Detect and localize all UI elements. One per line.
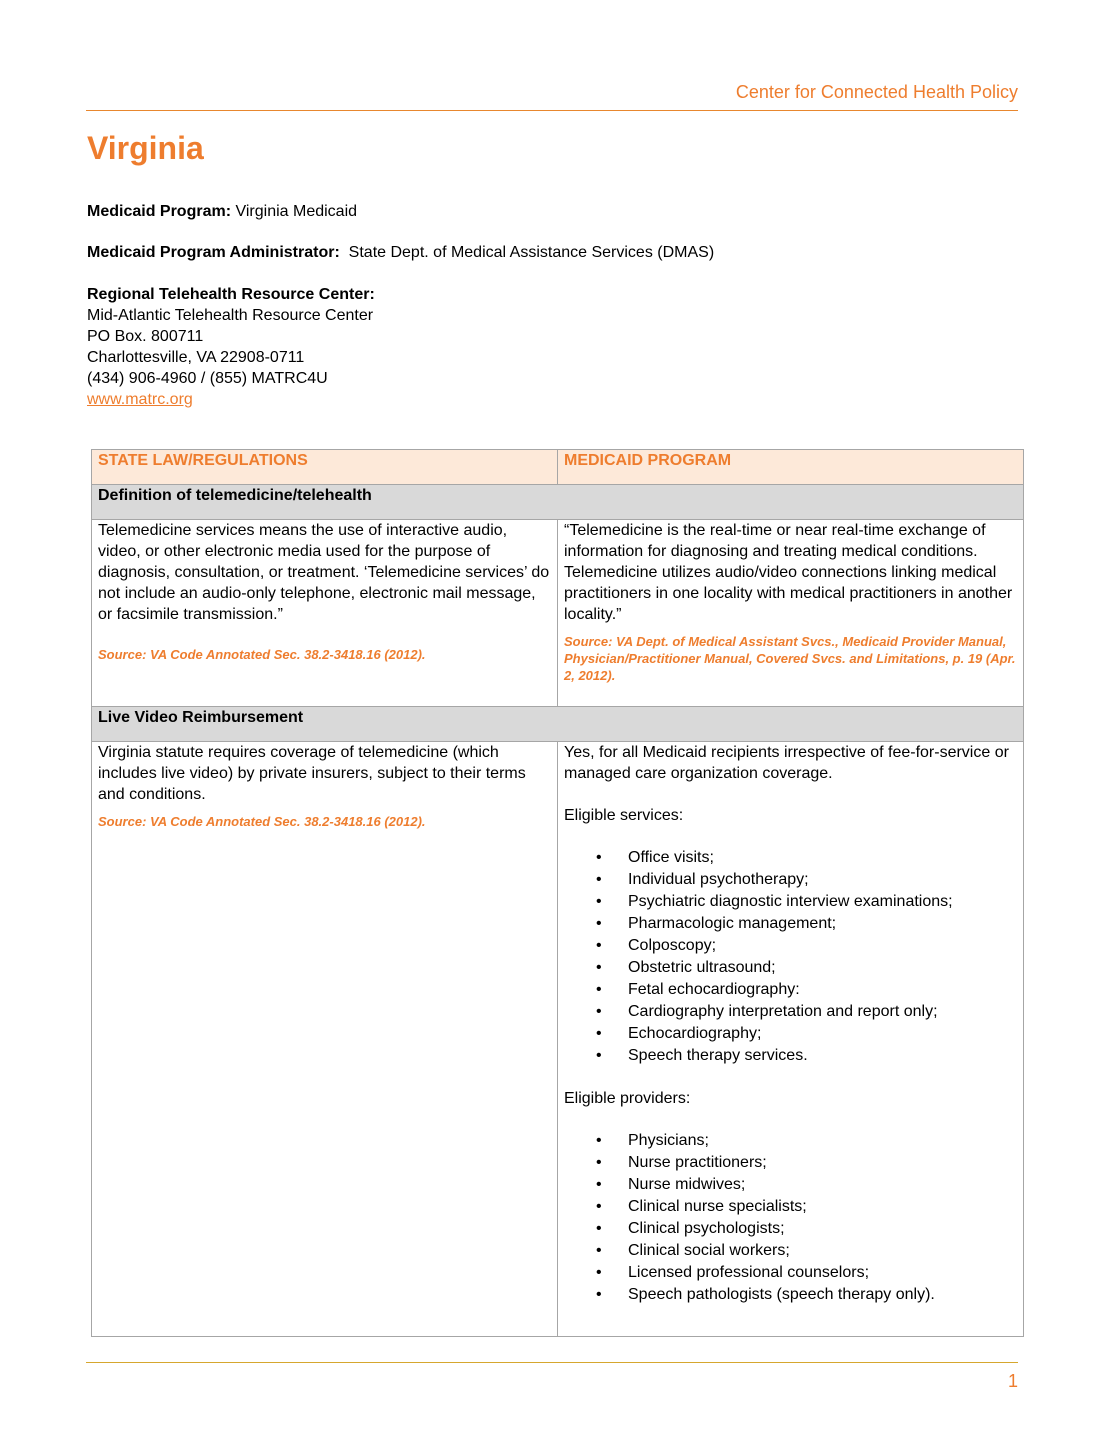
rtrc-website-link[interactable]: www.matrc.org bbox=[87, 391, 193, 408]
list-item: • Psychiatric diagnostic interview examinations; bbox=[564, 891, 1017, 913]
list-item: • Physicians; bbox=[564, 1130, 1017, 1152]
page-title: Virginia bbox=[87, 130, 204, 166]
medicaid-text: Yes, for all Medicaid recipients irrespective of fee-for-service or managed care organization coverage. bbox=[564, 744, 1009, 782]
column-header-state-law: STATE LAW/REGULATIONS bbox=[92, 450, 558, 485]
medicaid-text: “Telemedicine is the real-time or near real-time exchange of information for diagnosing and treating medical conditions. Telemedicine utilizes audio/video connections linking medical practitioners in one locality with medical practitioners in another locality.” bbox=[564, 522, 1013, 623]
list-item: • Nurse midwives; bbox=[564, 1174, 1017, 1196]
state-law-text: Virginia statute requires coverage of telemedicine (which includes live video) by private insurers, subject to their terms and conditions. bbox=[98, 744, 526, 803]
list-item: • Clinical social workers; bbox=[564, 1240, 1017, 1262]
table-row bbox=[92, 742, 1024, 1337]
section-header-live-video bbox=[92, 707, 1024, 742]
policy-table bbox=[91, 449, 1024, 1337]
eligible-services-label: Eligible services: bbox=[564, 807, 684, 824]
list-item: • Clinical nurse specialists; bbox=[564, 1196, 1017, 1218]
header-organization: Center for Connected Health Policy bbox=[735, 82, 1018, 102]
table-header-row bbox=[92, 450, 1024, 485]
source-citation: Source: VA Dept. of Medical Assistant Svcs., Medicaid Provider Manual, Physician/Practitioner Manual, Covered Svcs. and Limitations, p. 19 (Apr. 2, 2012). bbox=[564, 634, 1016, 683]
list-item: • Cardiography interpretation and report only; bbox=[564, 1001, 1017, 1023]
medicaid-admin-info bbox=[87, 242, 714, 263]
page-number: 1 bbox=[1007, 1371, 1018, 1391]
section-title: Live Video Reimbursement bbox=[92, 707, 1024, 742]
list-item: • Nurse practitioners; bbox=[564, 1152, 1017, 1174]
rtrc-label: Regional Telehealth Resource Center: bbox=[87, 286, 375, 303]
medicaid-cell bbox=[558, 742, 1024, 1337]
eligible-providers-label: Eligible providers: bbox=[564, 1090, 691, 1107]
source-citation: Source: VA Code Annotated Sec. 38.2-3418.16 (2012). bbox=[98, 814, 426, 829]
source-citation: Source: VA Code Annotated Sec. 38.2-3418.16 (2012). bbox=[98, 647, 426, 662]
list-item: • Individual psychotherapy; bbox=[564, 869, 1017, 891]
page-footer bbox=[86, 1362, 1018, 1391]
rtrc-line: (434) 906-4960 / (855) MATRC4U bbox=[87, 370, 328, 387]
state-law-cell bbox=[92, 520, 558, 707]
list-item: • Speech therapy services. bbox=[564, 1045, 1017, 1067]
medicaid-program-label: Medicaid Program: bbox=[87, 203, 232, 220]
list-item: • Fetal echocardiography: bbox=[564, 979, 1017, 1001]
list-item: • Office visits; bbox=[564, 847, 1017, 869]
medicaid-program-value: Virginia Medicaid bbox=[235, 203, 358, 220]
list-item: • Colposcopy; bbox=[564, 935, 1017, 957]
list-item: • Licensed professional counselors; bbox=[564, 1262, 1017, 1284]
list-item: • Pharmacologic management; bbox=[564, 913, 1017, 935]
column-header-medicaid: MEDICAID PROGRAM bbox=[558, 450, 1024, 485]
list-item: • Obstetric ultrasound; bbox=[564, 957, 1017, 979]
rtrc-line: Charlottesville, VA 22908-0711 bbox=[87, 349, 305, 366]
state-law-cell bbox=[92, 742, 558, 1337]
table-row bbox=[92, 520, 1024, 707]
rtrc-line: PO Box. 800711 bbox=[87, 328, 204, 345]
rtrc-info bbox=[87, 284, 375, 410]
medicaid-admin-value: State Dept. of Medical Assistance Services (DMAS) bbox=[348, 244, 715, 261]
state-law-text: Telemedicine services means the use of interactive audio, video, or other electronic media used for the purpose of diagnosis, consultation, or treatment. ‘Telemedicine services’ do not include an audio-only telephone, electronic mail message, or facsimile transmission.” bbox=[98, 522, 550, 623]
list-item: • Echocardiography; bbox=[564, 1023, 1017, 1045]
rtrc-line: Mid-Atlantic Telehealth Resource Center bbox=[87, 307, 374, 324]
section-header-definition bbox=[92, 485, 1024, 520]
list-item: • Speech pathologists (speech therapy only). bbox=[564, 1284, 1017, 1306]
eligible-providers-list bbox=[564, 1130, 1017, 1306]
list-item: • Clinical psychologists; bbox=[564, 1218, 1017, 1240]
medicaid-admin-label: Medicaid Program Administrator: bbox=[87, 244, 340, 261]
eligible-services-list bbox=[564, 847, 1017, 1067]
medicaid-program-info bbox=[87, 201, 357, 222]
section-title: Definition of telemedicine/telehealth bbox=[92, 485, 1024, 520]
page-header bbox=[86, 82, 1018, 111]
medicaid-cell bbox=[558, 520, 1024, 707]
